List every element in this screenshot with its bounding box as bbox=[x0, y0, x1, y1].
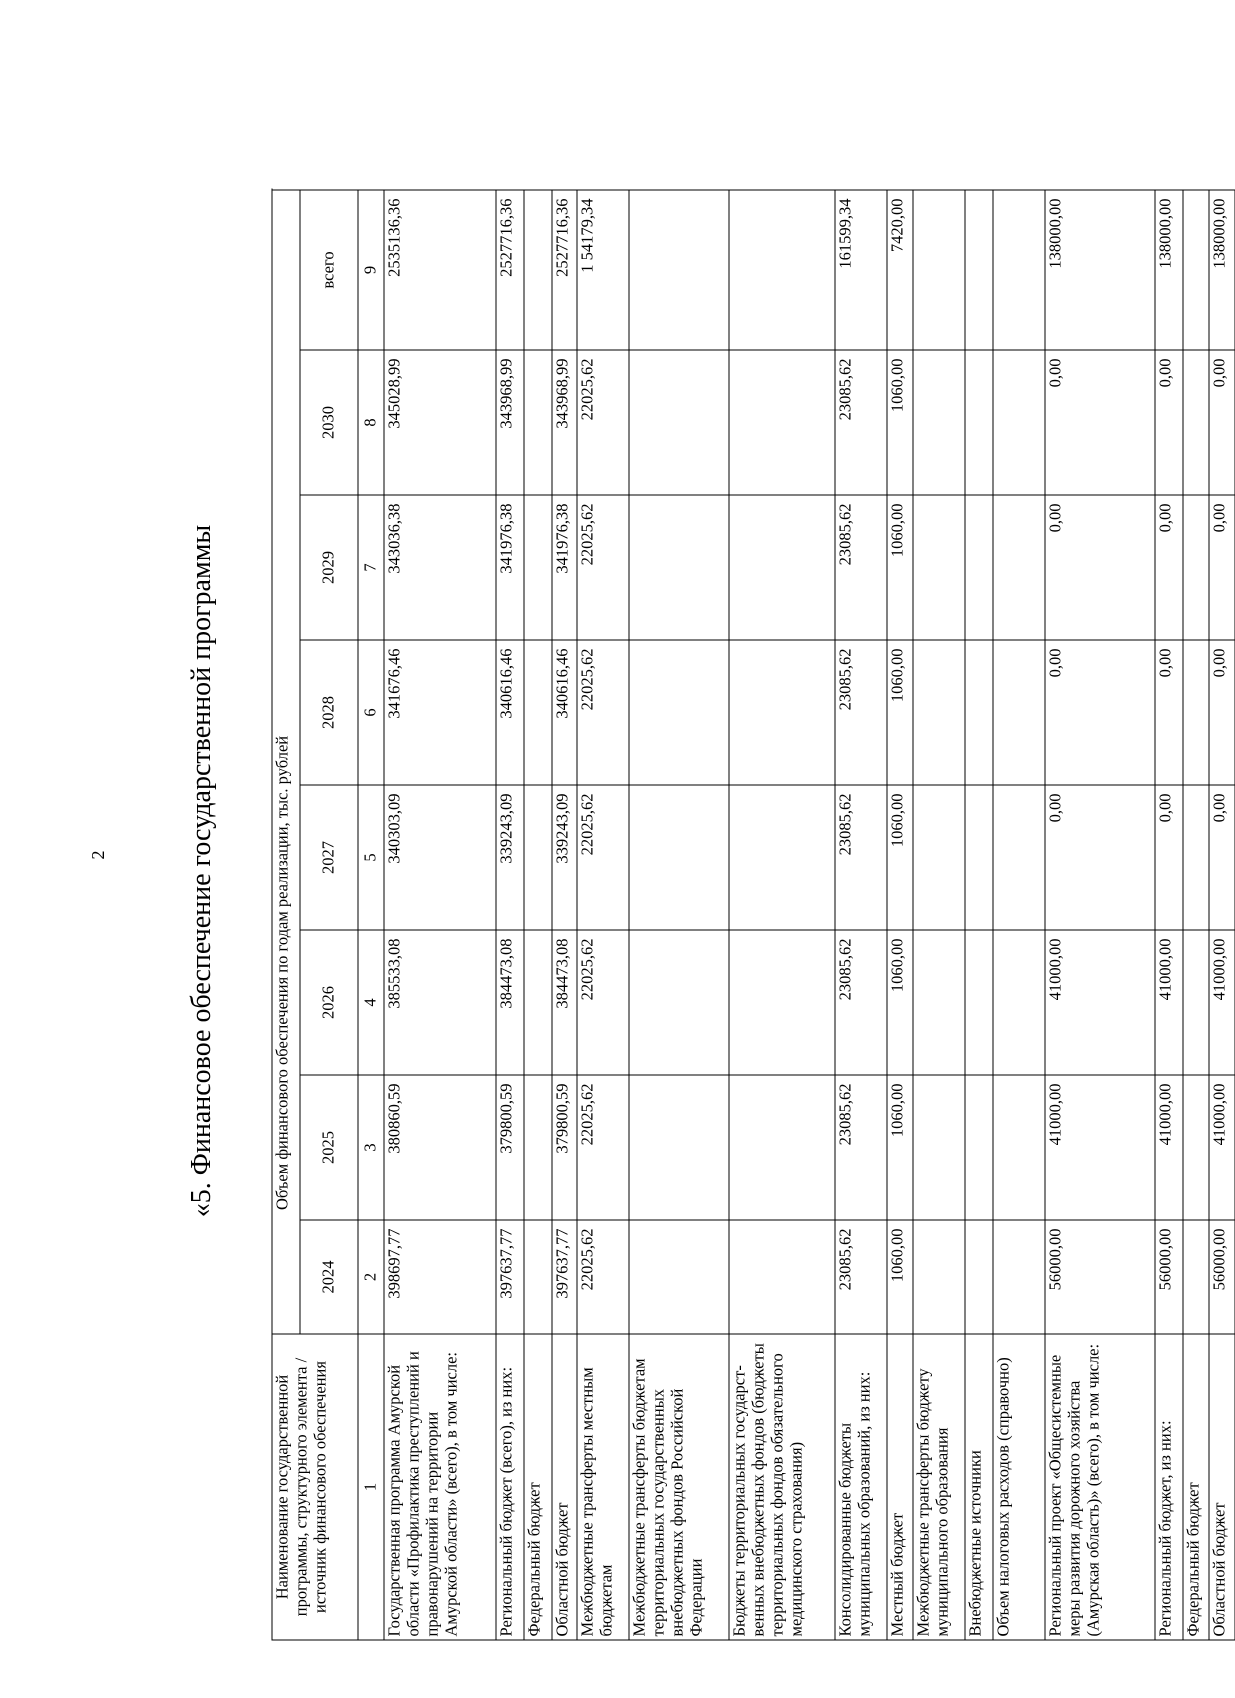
value-cell bbox=[729, 350, 835, 495]
value-cell bbox=[629, 1220, 729, 1334]
header-name-cell: Наименование государственной программы, структурного элемента / источник финансового обеспечения bbox=[272, 1334, 358, 1640]
value-cell: 341976,38 bbox=[496, 495, 524, 640]
row-label-cell: Межбюджетные трансферты бюджету муниципального образования bbox=[913, 1334, 965, 1640]
value-cell bbox=[965, 785, 993, 930]
value-cell: 384473,08 bbox=[496, 930, 524, 1075]
value-cell: 397637,77 bbox=[496, 1220, 524, 1334]
value-cell bbox=[1183, 350, 1209, 495]
table-row bbox=[384, 190, 496, 1640]
value-cell: 0,00 bbox=[1209, 785, 1235, 930]
value-cell: 340616,46 bbox=[552, 640, 577, 785]
table-row bbox=[496, 190, 524, 1640]
value-cell bbox=[913, 350, 965, 495]
value-cell: 398697,77 bbox=[384, 1220, 496, 1334]
value-cell: 22025,62 bbox=[577, 495, 629, 640]
value-cell bbox=[993, 785, 1045, 930]
row-label-cell: Межбюджетные трансферты местным бюджетам bbox=[577, 1334, 629, 1640]
row-label-cell: Межбюджетные трансферты бюджетам территориальных государственных внебюджетных фондов Российской Федерации bbox=[629, 1334, 729, 1640]
value-cell bbox=[629, 190, 729, 350]
table-row bbox=[1183, 190, 1209, 1640]
value-cell bbox=[629, 785, 729, 930]
value-cell bbox=[913, 190, 965, 350]
column-number-cell: 1 bbox=[358, 1334, 384, 1640]
value-cell: 22025,62 bbox=[577, 350, 629, 495]
value-cell bbox=[993, 350, 1045, 495]
row-label-cell: Федеральный бюджет bbox=[524, 1334, 552, 1640]
row-label-cell: Региональный бюджет, из них: bbox=[1155, 1334, 1183, 1640]
value-cell: 0,00 bbox=[1209, 495, 1235, 640]
value-cell bbox=[524, 1220, 552, 1334]
table-row bbox=[887, 190, 913, 1640]
value-cell: 379800,59 bbox=[496, 1075, 524, 1220]
value-cell bbox=[1183, 930, 1209, 1075]
value-cell: 343968,99 bbox=[552, 350, 577, 495]
value-cell: 0,00 bbox=[1045, 785, 1155, 930]
value-cell: 343036,38 bbox=[384, 495, 496, 640]
row-label-cell: Областной бюджет bbox=[1209, 1334, 1235, 1640]
value-cell bbox=[1183, 640, 1209, 785]
value-cell: 1060,00 bbox=[887, 785, 913, 930]
table-row bbox=[524, 190, 552, 1640]
value-cell: 22025,62 bbox=[577, 1075, 629, 1220]
value-cell bbox=[913, 495, 965, 640]
value-cell: 23085,62 bbox=[835, 1075, 887, 1220]
value-cell: 41000,00 bbox=[1155, 1075, 1183, 1220]
value-cell bbox=[965, 640, 993, 785]
column-number-cell: 3 bbox=[358, 1075, 384, 1220]
value-cell: 138000,00 bbox=[1045, 190, 1155, 350]
value-cell bbox=[629, 930, 729, 1075]
value-cell: 341676,46 bbox=[384, 640, 496, 785]
table-row bbox=[729, 190, 835, 1640]
row-label-cell: Государственная программа Амурской области «Профилактика преступлений и правонарушений на территории Амурской области» (всего), в том числе: bbox=[384, 1334, 496, 1640]
value-cell: 0,00 bbox=[1045, 640, 1155, 785]
value-cell bbox=[993, 1220, 1045, 1334]
value-cell bbox=[729, 640, 835, 785]
value-cell: 341976,38 bbox=[552, 495, 577, 640]
header-row-group bbox=[272, 190, 300, 1640]
header-year-cell: 2025 bbox=[300, 1075, 358, 1220]
value-cell: 1060,00 bbox=[887, 1220, 913, 1334]
value-cell: 1060,00 bbox=[887, 1075, 913, 1220]
value-cell bbox=[524, 785, 552, 930]
row-label-cell: Областной бюджет bbox=[552, 1334, 577, 1640]
row-label-cell: Федеральный бюджет bbox=[1183, 1334, 1209, 1640]
value-cell: 0,00 bbox=[1045, 350, 1155, 495]
value-cell bbox=[729, 1075, 835, 1220]
table-row bbox=[913, 190, 965, 1640]
value-cell bbox=[524, 930, 552, 1075]
value-cell bbox=[1183, 495, 1209, 640]
value-cell: 340616,46 bbox=[496, 640, 524, 785]
row-label-cell: Внебюджетные источники bbox=[965, 1334, 993, 1640]
value-cell: 22025,62 bbox=[577, 1220, 629, 1334]
header-group-cell: Объем финансового обеспечения по годам реализации, тыс. рублей bbox=[272, 190, 300, 1220]
value-cell: 1060,00 bbox=[887, 640, 913, 785]
table-row bbox=[577, 190, 629, 1640]
value-cell: 22025,62 bbox=[577, 785, 629, 930]
value-cell: 22025,62 bbox=[577, 930, 629, 1075]
value-cell: 22025,62 bbox=[577, 640, 629, 785]
column-number-cell: 2 bbox=[358, 1220, 384, 1334]
value-cell bbox=[965, 495, 993, 640]
value-cell: 385533,08 bbox=[384, 930, 496, 1075]
value-cell: 0,00 bbox=[1155, 785, 1183, 930]
value-cell: 41000,00 bbox=[1045, 1075, 1155, 1220]
value-cell bbox=[1183, 1075, 1209, 1220]
value-cell: 23085,62 bbox=[835, 640, 887, 785]
value-cell: 380860,59 bbox=[384, 1075, 496, 1220]
column-number-cell: 7 bbox=[358, 495, 384, 640]
value-cell bbox=[993, 1075, 1045, 1220]
value-cell bbox=[993, 190, 1045, 350]
value-cell bbox=[913, 930, 965, 1075]
value-cell bbox=[965, 350, 993, 495]
value-cell bbox=[729, 495, 835, 640]
value-cell: 23085,62 bbox=[835, 350, 887, 495]
value-cell: 1 54179,34 bbox=[577, 190, 629, 350]
value-cell: 0,00 bbox=[1045, 495, 1155, 640]
table-row bbox=[835, 190, 887, 1640]
header-year-cell: 2030 bbox=[300, 350, 358, 495]
value-cell bbox=[993, 930, 1045, 1075]
value-cell: 41000,00 bbox=[1209, 1075, 1235, 1220]
row-label-cell: Местный бюджет bbox=[887, 1334, 913, 1640]
value-cell bbox=[913, 1220, 965, 1334]
value-cell: 384473,08 bbox=[552, 930, 577, 1075]
value-cell bbox=[913, 785, 965, 930]
value-cell: 0,00 bbox=[1155, 640, 1183, 785]
header-year-cell: 2026 bbox=[300, 930, 358, 1075]
value-cell: 56000,00 bbox=[1045, 1220, 1155, 1334]
value-cell: 41000,00 bbox=[1045, 930, 1155, 1075]
value-cell bbox=[913, 1075, 965, 1220]
value-cell bbox=[729, 1220, 835, 1334]
value-cell bbox=[993, 640, 1045, 785]
section-title: «5. Финансовое обеспечение государственной программы bbox=[186, 524, 217, 1218]
value-cell: 343968,99 bbox=[496, 350, 524, 495]
header-year-cell: всего bbox=[300, 190, 358, 350]
value-cell: 56000,00 bbox=[1155, 1220, 1183, 1334]
header-year-cell: 2029 bbox=[300, 495, 358, 640]
value-cell: 23085,62 bbox=[835, 1220, 887, 1334]
value-cell bbox=[524, 1075, 552, 1220]
value-cell: 23085,62 bbox=[835, 785, 887, 930]
value-cell: 56000,00 bbox=[1209, 1220, 1235, 1334]
value-cell bbox=[629, 495, 729, 640]
value-cell: 138000,00 bbox=[1155, 190, 1183, 350]
value-cell: 7420,00 bbox=[887, 190, 913, 350]
row-label-cell: Консолидированные бюджеты муниципальных образований, из них: bbox=[835, 1334, 887, 1640]
column-number-cell: 6 bbox=[358, 640, 384, 785]
row-label-cell: Бюджеты территориальных государст-венных внебюджетных фондов (бюджеты территориальных фондов обязательного медицинского страхования) bbox=[729, 1334, 835, 1640]
value-cell bbox=[524, 640, 552, 785]
value-cell bbox=[965, 1220, 993, 1334]
table-row bbox=[1155, 190, 1183, 1640]
header-year-cell: 2028 bbox=[300, 640, 358, 785]
value-cell: 339243,09 bbox=[552, 785, 577, 930]
value-cell bbox=[524, 190, 552, 350]
value-cell bbox=[629, 640, 729, 785]
value-cell: 1060,00 bbox=[887, 350, 913, 495]
value-cell bbox=[729, 930, 835, 1075]
column-number-cell: 9 bbox=[358, 190, 384, 350]
value-cell bbox=[965, 930, 993, 1075]
column-number-cell: 4 bbox=[358, 930, 384, 1075]
value-cell bbox=[965, 1075, 993, 1220]
value-cell bbox=[524, 350, 552, 495]
header-group-spacer bbox=[272, 1220, 300, 1334]
value-cell: 339243,09 bbox=[496, 785, 524, 930]
table-row bbox=[1045, 190, 1155, 1640]
value-cell: 23085,62 bbox=[835, 495, 887, 640]
value-cell bbox=[629, 350, 729, 495]
value-cell: 0,00 bbox=[1155, 350, 1183, 495]
header-year-cell: 2024 bbox=[300, 1220, 358, 1334]
funding-table bbox=[271, 189, 1235, 1640]
table-row bbox=[993, 190, 1045, 1640]
value-cell bbox=[729, 785, 835, 930]
row-label-cell: Объем налоговых расходов (справочно) bbox=[993, 1334, 1045, 1640]
value-cell bbox=[993, 495, 1045, 640]
funding-table-container bbox=[271, 191, 1228, 1641]
value-cell: 0,00 bbox=[1209, 640, 1235, 785]
value-cell: 23085,62 bbox=[835, 930, 887, 1075]
header-row-numbers bbox=[358, 190, 384, 1640]
column-number-cell: 8 bbox=[358, 350, 384, 495]
value-cell bbox=[965, 190, 993, 350]
value-cell bbox=[913, 640, 965, 785]
value-cell: 41000,00 bbox=[1155, 930, 1183, 1075]
page-number: 2 bbox=[88, 850, 108, 860]
table-row bbox=[1209, 190, 1235, 1640]
value-cell: 161599,34 bbox=[835, 190, 887, 350]
header-year-cell: 2027 bbox=[300, 785, 358, 930]
value-cell bbox=[729, 190, 835, 350]
value-cell bbox=[524, 495, 552, 640]
value-cell: 138000,00 bbox=[1209, 190, 1235, 350]
value-cell bbox=[1183, 785, 1209, 930]
value-cell: 345028,99 bbox=[384, 350, 496, 495]
table-row bbox=[965, 190, 993, 1640]
column-number-cell: 5 bbox=[358, 785, 384, 930]
row-label-cell: Региональный проект «Общесистемные меры развития дорожного хозяйства (Амурская область)» (всего), в том числе: bbox=[1045, 1334, 1155, 1640]
value-cell: 0,00 bbox=[1209, 350, 1235, 495]
value-cell: 397637,77 bbox=[552, 1220, 577, 1334]
value-cell bbox=[1183, 1220, 1209, 1334]
value-cell bbox=[1183, 190, 1209, 350]
row-label-cell: Региональный бюджет (всего), из них: bbox=[496, 1334, 524, 1640]
value-cell: 0,00 bbox=[1155, 495, 1183, 640]
table-row bbox=[552, 190, 577, 1640]
value-cell: 2527716,36 bbox=[552, 190, 577, 350]
value-cell bbox=[629, 1075, 729, 1220]
value-cell: 41000,00 bbox=[1209, 930, 1235, 1075]
value-cell: 340303,09 bbox=[384, 785, 496, 930]
value-cell: 379800,59 bbox=[552, 1075, 577, 1220]
table-row bbox=[629, 190, 729, 1640]
value-cell: 1060,00 bbox=[887, 495, 913, 640]
value-cell: 2527716,36 bbox=[496, 190, 524, 350]
value-cell: 1060,00 bbox=[887, 930, 913, 1075]
value-cell: 2535136,36 bbox=[384, 190, 496, 350]
